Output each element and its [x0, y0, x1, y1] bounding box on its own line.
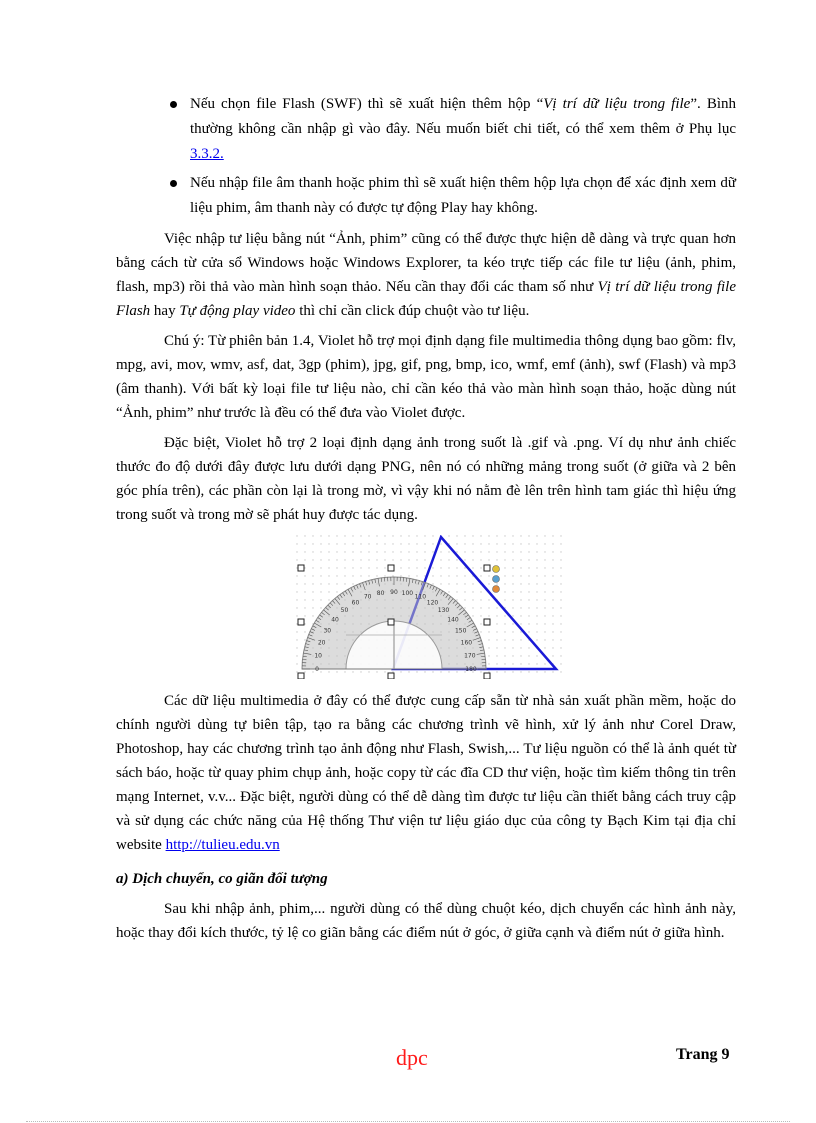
- protractor-label: 140: [447, 616, 459, 624]
- resize-handle[interactable]: [298, 619, 304, 625]
- resize-handle[interactable]: [388, 673, 394, 679]
- rotate-icon[interactable]: [493, 586, 500, 593]
- protractor-label: 130: [437, 607, 450, 615]
- protractor-label: 80: [376, 590, 385, 598]
- protractor-label: 30: [323, 627, 332, 635]
- page-number: Trang 9: [676, 1046, 730, 1063]
- protractor-label: 170: [464, 652, 476, 660]
- protractor-label: 90: [390, 589, 398, 596]
- protractor-label: 40: [331, 616, 339, 624]
- paragraph-text: Các dữ liệu multimedia ở đây có thể được cung cấp sẵn từ nhà sản xuất phần mềm, hoặc do chính người dùng tự biên tập, tạo ra bằng các chương trình vẽ hình, xử lý ảnh như Corel Draw, Photoshop, hay các chương trình tạo ảnh động như Flash, Swish,... Tư liệu nguồn có thể là ảnh quét từ sách báo, hoặc từ quay phim chụp ảnh, hoặc copy từ các đĩa CD thư viện, hoặc tìm kiếm thông tin trên mạng Internet, v.v... Đặc biệt, người dùng có thể dễ dàng tìm được tư liệu cần thiết bằng cách truy cập và sử dụng các chức năng của Hệ thống Thư viện tư liệu giáo dục của công ty Bạch Kim tại địa chỉ website: [116, 693, 736, 853]
- resize-handle[interactable]: [298, 565, 304, 571]
- footer-left-text: dpc: [396, 1045, 428, 1070]
- paragraph-text: thì chỉ cần click đúp chuột vào tư liệu.: [295, 303, 530, 319]
- paragraph-drag-drop: [116, 227, 736, 323]
- bullet-text: Nếu chọn file Flash (SWF) thì sẽ xuất hiện thêm hộp “: [190, 96, 544, 112]
- protractor-label: 50: [340, 607, 349, 615]
- bullet-text: ”. Bình thường không cần nhập gì vào đây. Nếu muốn biết chi tiết, có thể xem thêm ở Phụ lục: [190, 96, 736, 137]
- website-link[interactable]: http://tulieu.edu.vn: [165, 837, 280, 853]
- paragraph-multimedia-sources: [116, 689, 736, 857]
- protractor-figure[interactable]: [296, 535, 566, 679]
- protractor-label: 160: [460, 639, 473, 647]
- protractor-image: [296, 535, 566, 679]
- emphasis-text: Tự động play video: [179, 303, 296, 319]
- resize-handle[interactable]: [298, 673, 304, 679]
- resize-handle[interactable]: [484, 565, 490, 571]
- protractor-label: 150: [454, 627, 467, 635]
- paragraph-move-resize: Sau khi nhập ảnh, phim,... người dùng có thể dùng chuột kéo, dịch chuyển các hình ảnh này, hoặc thay đổi kích thước, tỷ lệ co giãn bằng các điểm nút ở góc, ở giữa cạnh và điểm nút ở giữa hình.: [116, 901, 736, 941]
- bullet-emphasis: Vị trí dữ liệu trong file: [543, 96, 691, 112]
- protractor-label: 0: [315, 666, 319, 673]
- page-divider: [26, 1121, 790, 1122]
- resize-handle[interactable]: [484, 619, 490, 625]
- protractor-label: 120: [426, 599, 439, 607]
- page-content: [116, 92, 736, 951]
- bullet-list: [116, 92, 736, 221]
- control-icons: [493, 566, 500, 593]
- paragraph-text: hay: [150, 303, 180, 319]
- appendix-link[interactable]: 3.3.2.: [190, 146, 224, 162]
- protractor-label: 20: [317, 639, 326, 647]
- protractor-label: 180: [465, 666, 477, 673]
- paragraph-note: Chú ý: Từ phiên bản 1.4, Violet hỗ trợ mọi định dạng file multimedia thông dụng bao gồm: flv, mpg, avi, mov, wmv, asf, dat, 3gp (phim), jpg, gif, png, bmp, ico, wmf, emf (ảnh), swf (Flash) và mp3 (âm thanh). Với bất kỳ loại file tư liệu nào, chỉ cần kéo thả vào màn hình soạn thảo, hoặc dùng nút “Ảnh, phim” như trước là đều có thể đưa vào Violet được.: [116, 333, 736, 421]
- protractor-label: 10: [314, 652, 322, 660]
- section-heading: a) Dịch chuyển, co giãn đối tượng: [116, 871, 328, 887]
- resize-handle[interactable]: [388, 565, 394, 571]
- paragraph-transparency: Đặc biệt, Violet hỗ trợ 2 loại định dạng ảnh trong suốt là .gif và .png. Ví dụ như ảnh chiếc thước đo độ dưới đây được lưu dưới dạng PNG, nên nó có những mảng trong suốt (ở giữa và 2 bên góc phía trên), các phần còn lại là trong mờ, vì vậy khi nó nằm đè lên trên hình tam giác thì hiệu ứng trong suốt và trong mờ sẽ phát huy được tác dụng.: [116, 435, 736, 523]
- protractor-label: 110: [414, 593, 427, 601]
- emphasis-text: Vị trí dữ liệu trong file Flash: [116, 279, 736, 319]
- protractor-label: 70: [363, 593, 372, 601]
- center-handle[interactable]: [388, 619, 394, 625]
- paragraph-text: Việc nhập tư liệu bằng nút “Ảnh, phim” cũng có thể được thực hiện dễ dàng và trực quan hơn bằng cách từ cửa sổ Windows hoặc Windows Explorer, ta kéo trực tiếp các file tư liệu (ảnh, phim, flash, mp3) rồi thả vào màn hình soạn thảo. Nếu cần thay đổi các tham số như: [116, 231, 736, 295]
- list-item: [116, 92, 736, 167]
- bullet-icon: [170, 101, 177, 108]
- play-icon[interactable]: [493, 566, 500, 573]
- protractor-label: 100: [401, 590, 414, 598]
- bullet-icon: [170, 180, 177, 187]
- bullet-text: Nếu nhập file âm thanh hoặc phim thì sẽ xuất hiện thêm hộp lựa chọn để xác định xem dữ liệu phim, âm thanh này có được tự động Play hay không.: [190, 175, 736, 216]
- resize-handle[interactable]: [484, 673, 490, 679]
- list-item: [116, 171, 736, 221]
- info-icon[interactable]: [493, 576, 500, 583]
- protractor-label: 60: [351, 599, 360, 607]
